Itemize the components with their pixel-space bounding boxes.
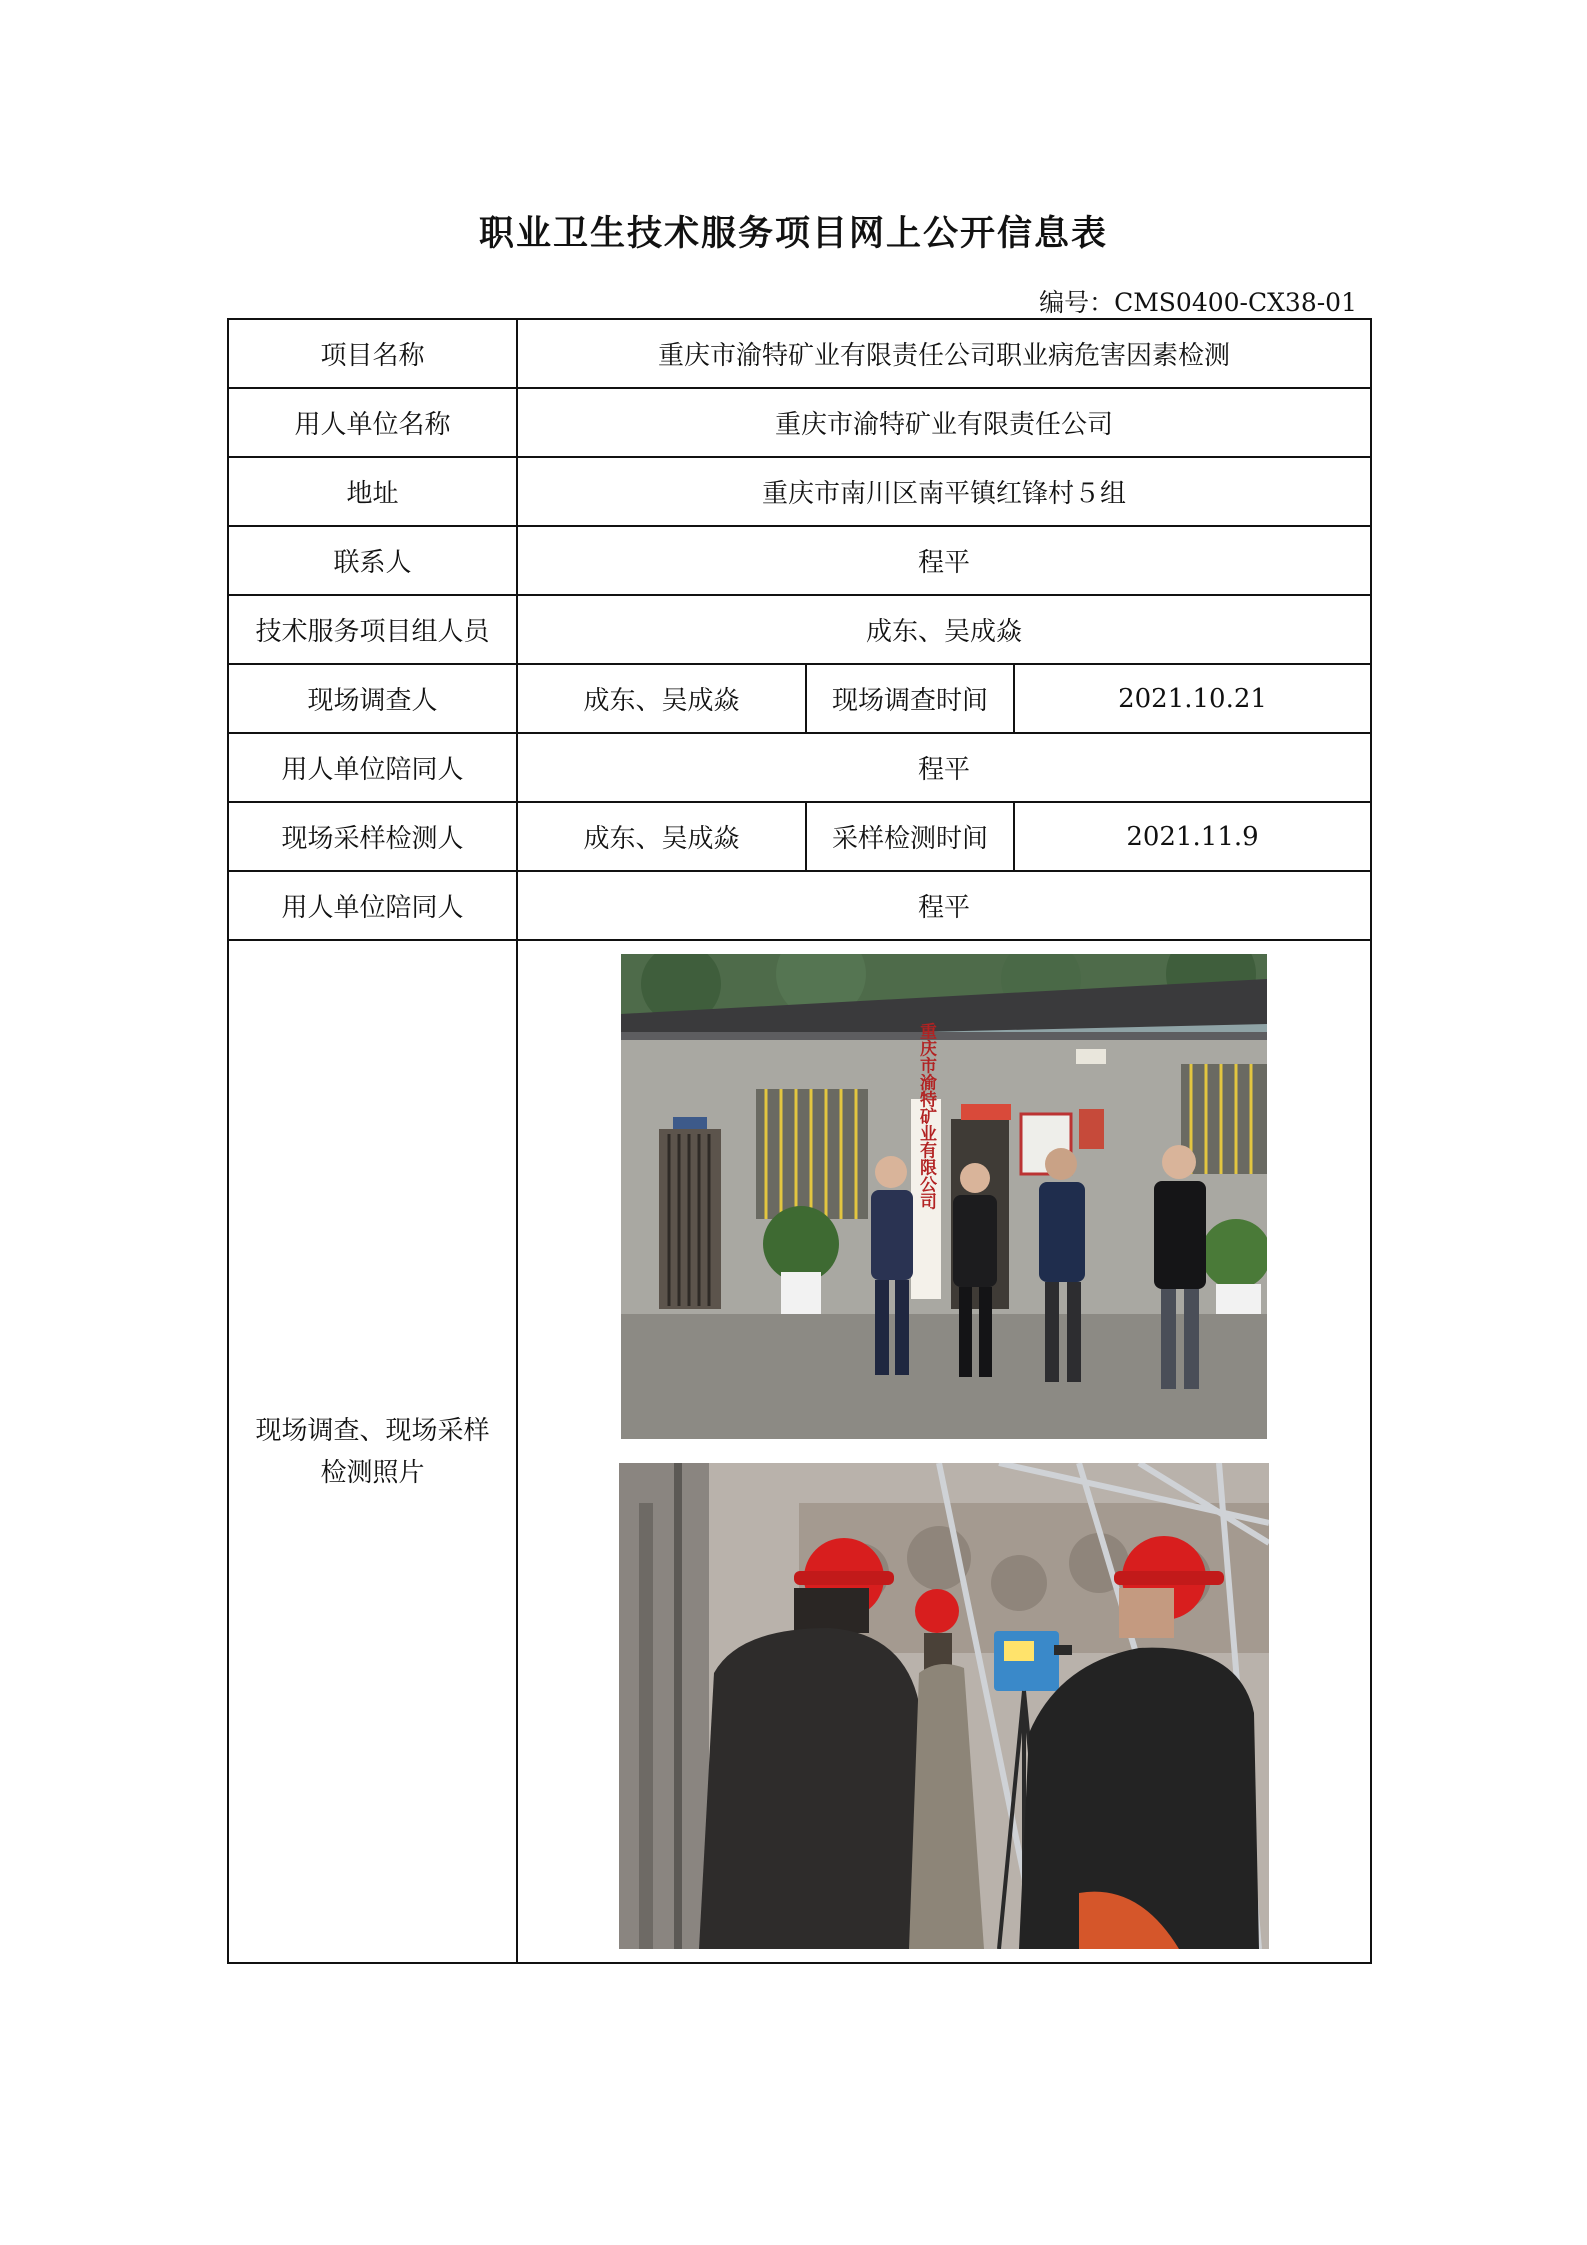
photos-label xyxy=(228,940,517,1963)
contact-value: 程平 xyxy=(517,526,1371,595)
team-value: 成东、吴成焱 xyxy=(517,595,1371,664)
sampling-time-value: 2021.11.9 xyxy=(1014,802,1371,871)
row-survey xyxy=(228,664,1371,733)
row-escort-1 xyxy=(228,733,1371,802)
survey-time-label: 现场调查时间 xyxy=(806,664,1014,733)
row-escort-2 xyxy=(228,871,1371,940)
sampling-label: 现场采样检测人 xyxy=(228,802,517,871)
photos-label-line2: 检测照片 xyxy=(320,1457,425,1488)
survey-value: 成东、吴成焱 xyxy=(517,664,806,733)
row-project-name xyxy=(228,319,1371,388)
sampling-value: 成东、吴成焱 xyxy=(517,802,806,871)
escort-2-label: 用人单位陪同人 xyxy=(228,871,517,940)
employer-value: 重庆市渝特矿业有限责任公司 xyxy=(517,388,1371,457)
escort-1-label: 用人单位陪同人 xyxy=(228,733,517,802)
survey-time-value: 2021.10.21 xyxy=(1014,664,1371,733)
info-table xyxy=(227,318,1372,1964)
escort-2-value: 程平 xyxy=(517,871,1371,940)
row-team xyxy=(228,595,1371,664)
document-code: 编号：CMS0400-CX38-01 xyxy=(1039,288,1357,317)
address-value: 重庆市南川区南平镇红锋村５组 xyxy=(517,457,1371,526)
escort-1-value: 程平 xyxy=(517,733,1371,802)
row-employer xyxy=(228,388,1371,457)
photos-label-line1: 现场调查、现场采样 xyxy=(255,1415,490,1446)
employer-label: 用人单位名称 xyxy=(228,388,517,457)
team-label: 技术服务项目组人员 xyxy=(228,595,517,664)
sampling-time-label: 采样检测时间 xyxy=(806,802,1014,871)
row-photos xyxy=(228,940,1371,1963)
contact-label: 联系人 xyxy=(228,526,517,595)
row-address xyxy=(228,457,1371,526)
page-title: 职业卫生技术服务项目网上公开信息表 xyxy=(478,213,1108,254)
project-name-label: 项目名称 xyxy=(228,319,517,388)
site-survey-photo xyxy=(621,954,1267,1439)
photo-sign-text: 重庆市渝特矿业有限公司 xyxy=(916,1022,937,1210)
survey-label: 现场调查人 xyxy=(228,664,517,733)
row-contact xyxy=(228,526,1371,595)
address-label: 地址 xyxy=(228,457,517,526)
sampling-photo xyxy=(619,1463,1269,1949)
project-name-value: 重庆市渝特矿业有限责任公司职业病危害因素检测 xyxy=(517,319,1371,388)
row-sampling xyxy=(228,802,1371,871)
photos-cell xyxy=(517,940,1371,1963)
